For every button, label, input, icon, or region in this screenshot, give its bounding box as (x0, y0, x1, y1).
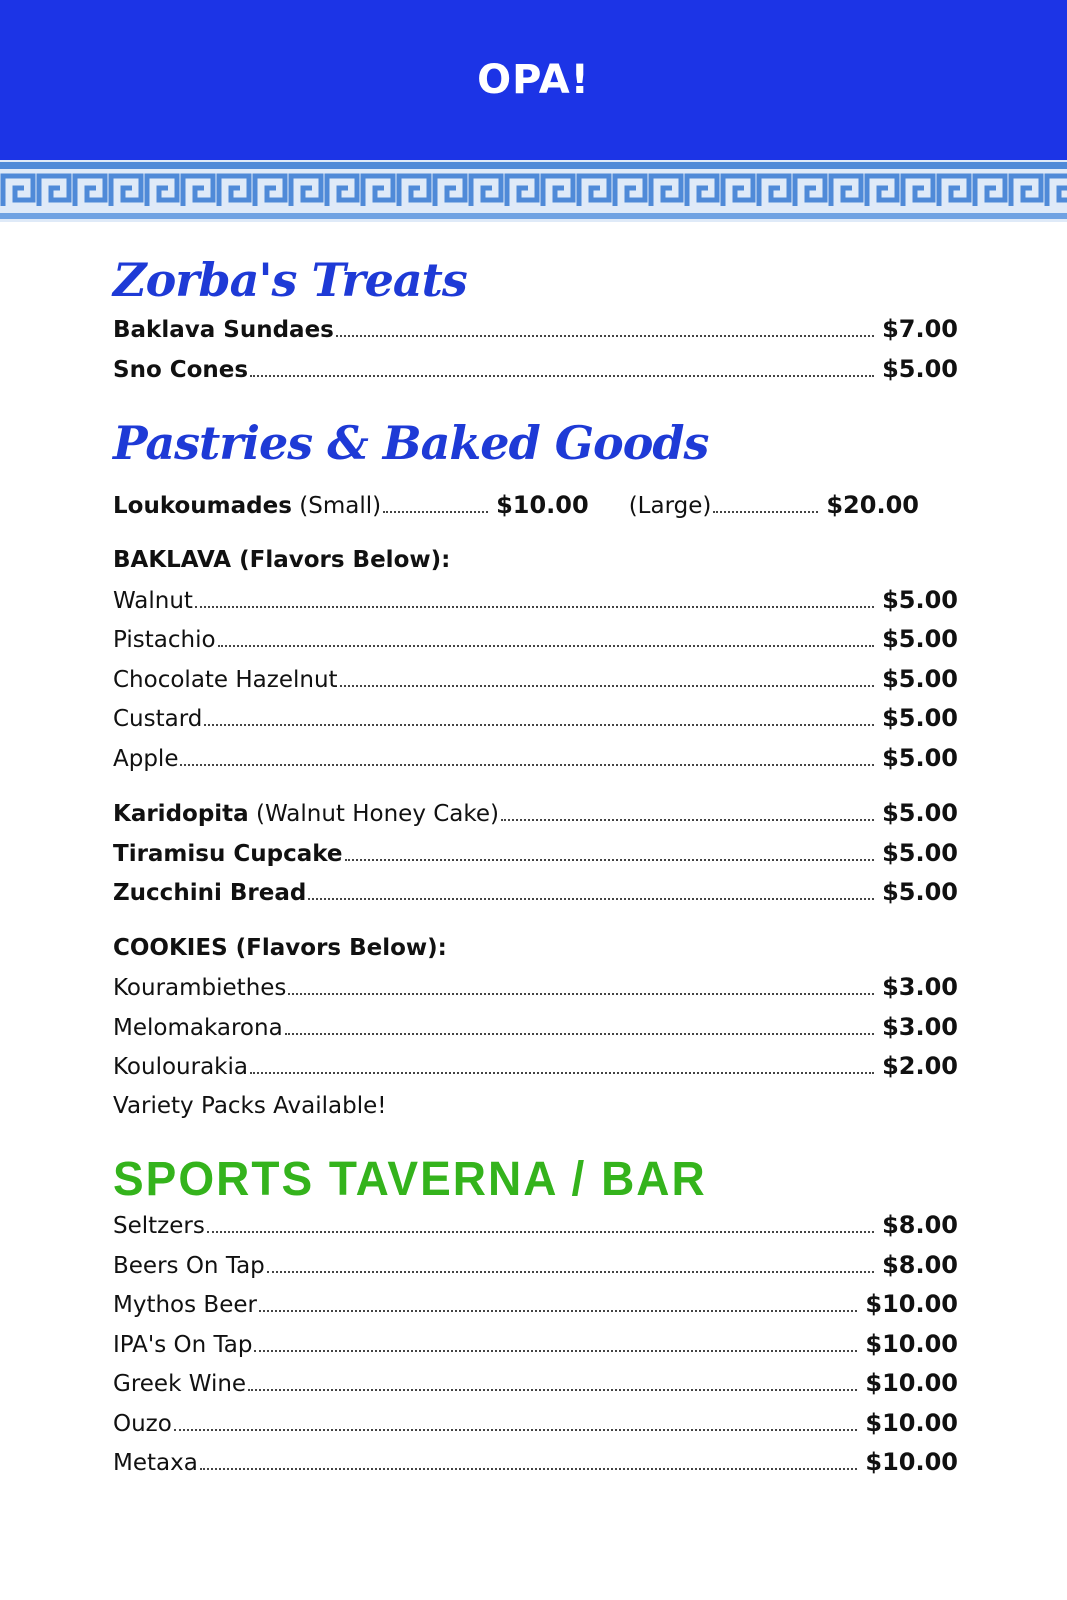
leader-dots (250, 374, 874, 377)
leader-dots (267, 1270, 874, 1273)
item-name: Sno Cones (113, 356, 249, 383)
item-name: Metaxa (113, 1450, 198, 1476)
leader-dots (501, 818, 874, 821)
item-price: $8.00 (882, 1250, 958, 1279)
item-name: Zucchini Bread (113, 880, 307, 906)
leader-dots (259, 1309, 857, 1312)
item-price: $5.00 (882, 625, 958, 653)
menu-item (113, 350, 958, 390)
leader-dots (250, 1071, 874, 1074)
leader-dots (218, 644, 875, 647)
item-name: Koulourakia (113, 1054, 248, 1080)
loukoumades-small (113, 485, 589, 526)
leader-dots (207, 1230, 874, 1233)
baklava-heading: BAKLAVA (Flavors Below): (113, 547, 451, 573)
menu-item (113, 1325, 958, 1365)
header-banner (0, 0, 1067, 160)
item-name: Melomakarona (113, 1014, 283, 1041)
item-name: Tiramisu Cupcake (113, 840, 343, 867)
item-price: $10.00 (865, 1329, 958, 1358)
item-price: $5.00 (882, 704, 958, 732)
item-name: Chocolate Hazelnut (113, 666, 338, 693)
bar-heading: SPORTS TAVERNA / BAR (113, 1150, 707, 1206)
menu-item (113, 968, 958, 1008)
item-price: $10.00 (865, 1369, 958, 1397)
item-name: Karidopita (113, 801, 249, 827)
item-name: Ouzo (113, 1410, 172, 1437)
item-name: Baklava Sundaes (113, 317, 334, 343)
menu-content (113, 250, 958, 1483)
menu-item (113, 660, 958, 700)
menu-item (113, 1443, 958, 1483)
item-name: Pistachio (113, 627, 216, 653)
loukoumades-row (113, 485, 958, 525)
leader-dots (308, 897, 874, 900)
item-price: $10.00 (865, 1448, 958, 1476)
leader-dots (336, 334, 874, 337)
item-name: Loukoumades (113, 493, 292, 519)
leader-dots (248, 1388, 857, 1391)
item-price: $5.00 (882, 354, 958, 383)
menu-item (113, 739, 958, 779)
menu-item (113, 1364, 958, 1404)
item-price: $2.00 (882, 1052, 958, 1080)
item-name: Seltzers (113, 1213, 205, 1239)
item-price: $5.00 (882, 743, 958, 772)
leader-dots (288, 992, 874, 995)
page-title: OPA! (477, 57, 590, 103)
menu-item (113, 873, 958, 913)
item-price: $5.00 (882, 838, 958, 867)
item-price: $3.00 (882, 973, 958, 1001)
menu-item (113, 1285, 958, 1325)
menu-item (113, 1206, 958, 1246)
cookies-heading: COOKIES (Flavors Below): (113, 934, 447, 961)
item-price: $10.00 (865, 1290, 958, 1318)
item-name: Kourambiethes (113, 975, 287, 1001)
treats-heading: Zorba's Treats (113, 253, 467, 307)
item-price: $10.00 (496, 491, 589, 519)
item-name: Custard (113, 706, 203, 732)
item-price: $5.00 (882, 878, 958, 906)
leader-dots (204, 723, 874, 726)
leader-dots (200, 1467, 858, 1470)
menu-item (113, 699, 958, 739)
item-price: $8.00 (882, 1211, 958, 1239)
leader-dots (345, 858, 875, 861)
greek-key-border (0, 160, 1067, 222)
menu-item (113, 581, 958, 621)
item-price: $7.00 (882, 315, 958, 343)
item-note: (Walnut Honey Cake) (256, 801, 500, 827)
size-label: (Large) (628, 493, 712, 519)
size-label: (Small) (299, 493, 382, 519)
menu-item (113, 834, 958, 874)
item-name: Mythos Beer (113, 1292, 257, 1318)
item-price: $5.00 (882, 585, 958, 614)
pastries-heading: Pastries & Baked Goods (113, 416, 709, 470)
item-name: Walnut (113, 587, 193, 614)
variety-note: Variety Packs Available! (113, 1092, 387, 1119)
item-price: $20.00 (826, 491, 919, 519)
leader-dots (713, 510, 818, 513)
item-price: $5.00 (882, 799, 958, 827)
leader-dots (254, 1349, 857, 1352)
leader-dots (195, 605, 874, 608)
item-price: $5.00 (882, 664, 958, 693)
item-name: Beers On Tap (113, 1252, 265, 1279)
menu-item (113, 1404, 958, 1444)
leader-dots (174, 1428, 858, 1431)
item-price: $10.00 (865, 1408, 958, 1437)
leader-dots (180, 763, 874, 766)
menu-item (113, 310, 958, 350)
leader-dots (340, 684, 875, 687)
item-price: $3.00 (882, 1012, 958, 1041)
item-name: IPA's On Tap (113, 1331, 253, 1358)
leader-dots (383, 510, 488, 513)
item-name: Apple (113, 745, 179, 772)
menu-item (113, 1246, 958, 1286)
leader-dots (285, 1032, 874, 1035)
menu-item (113, 1008, 958, 1048)
menu-item (113, 794, 958, 834)
item-name: Greek Wine (113, 1371, 247, 1397)
menu-item (113, 1047, 958, 1087)
loukoumades-large (629, 485, 919, 526)
menu-item (113, 620, 958, 660)
